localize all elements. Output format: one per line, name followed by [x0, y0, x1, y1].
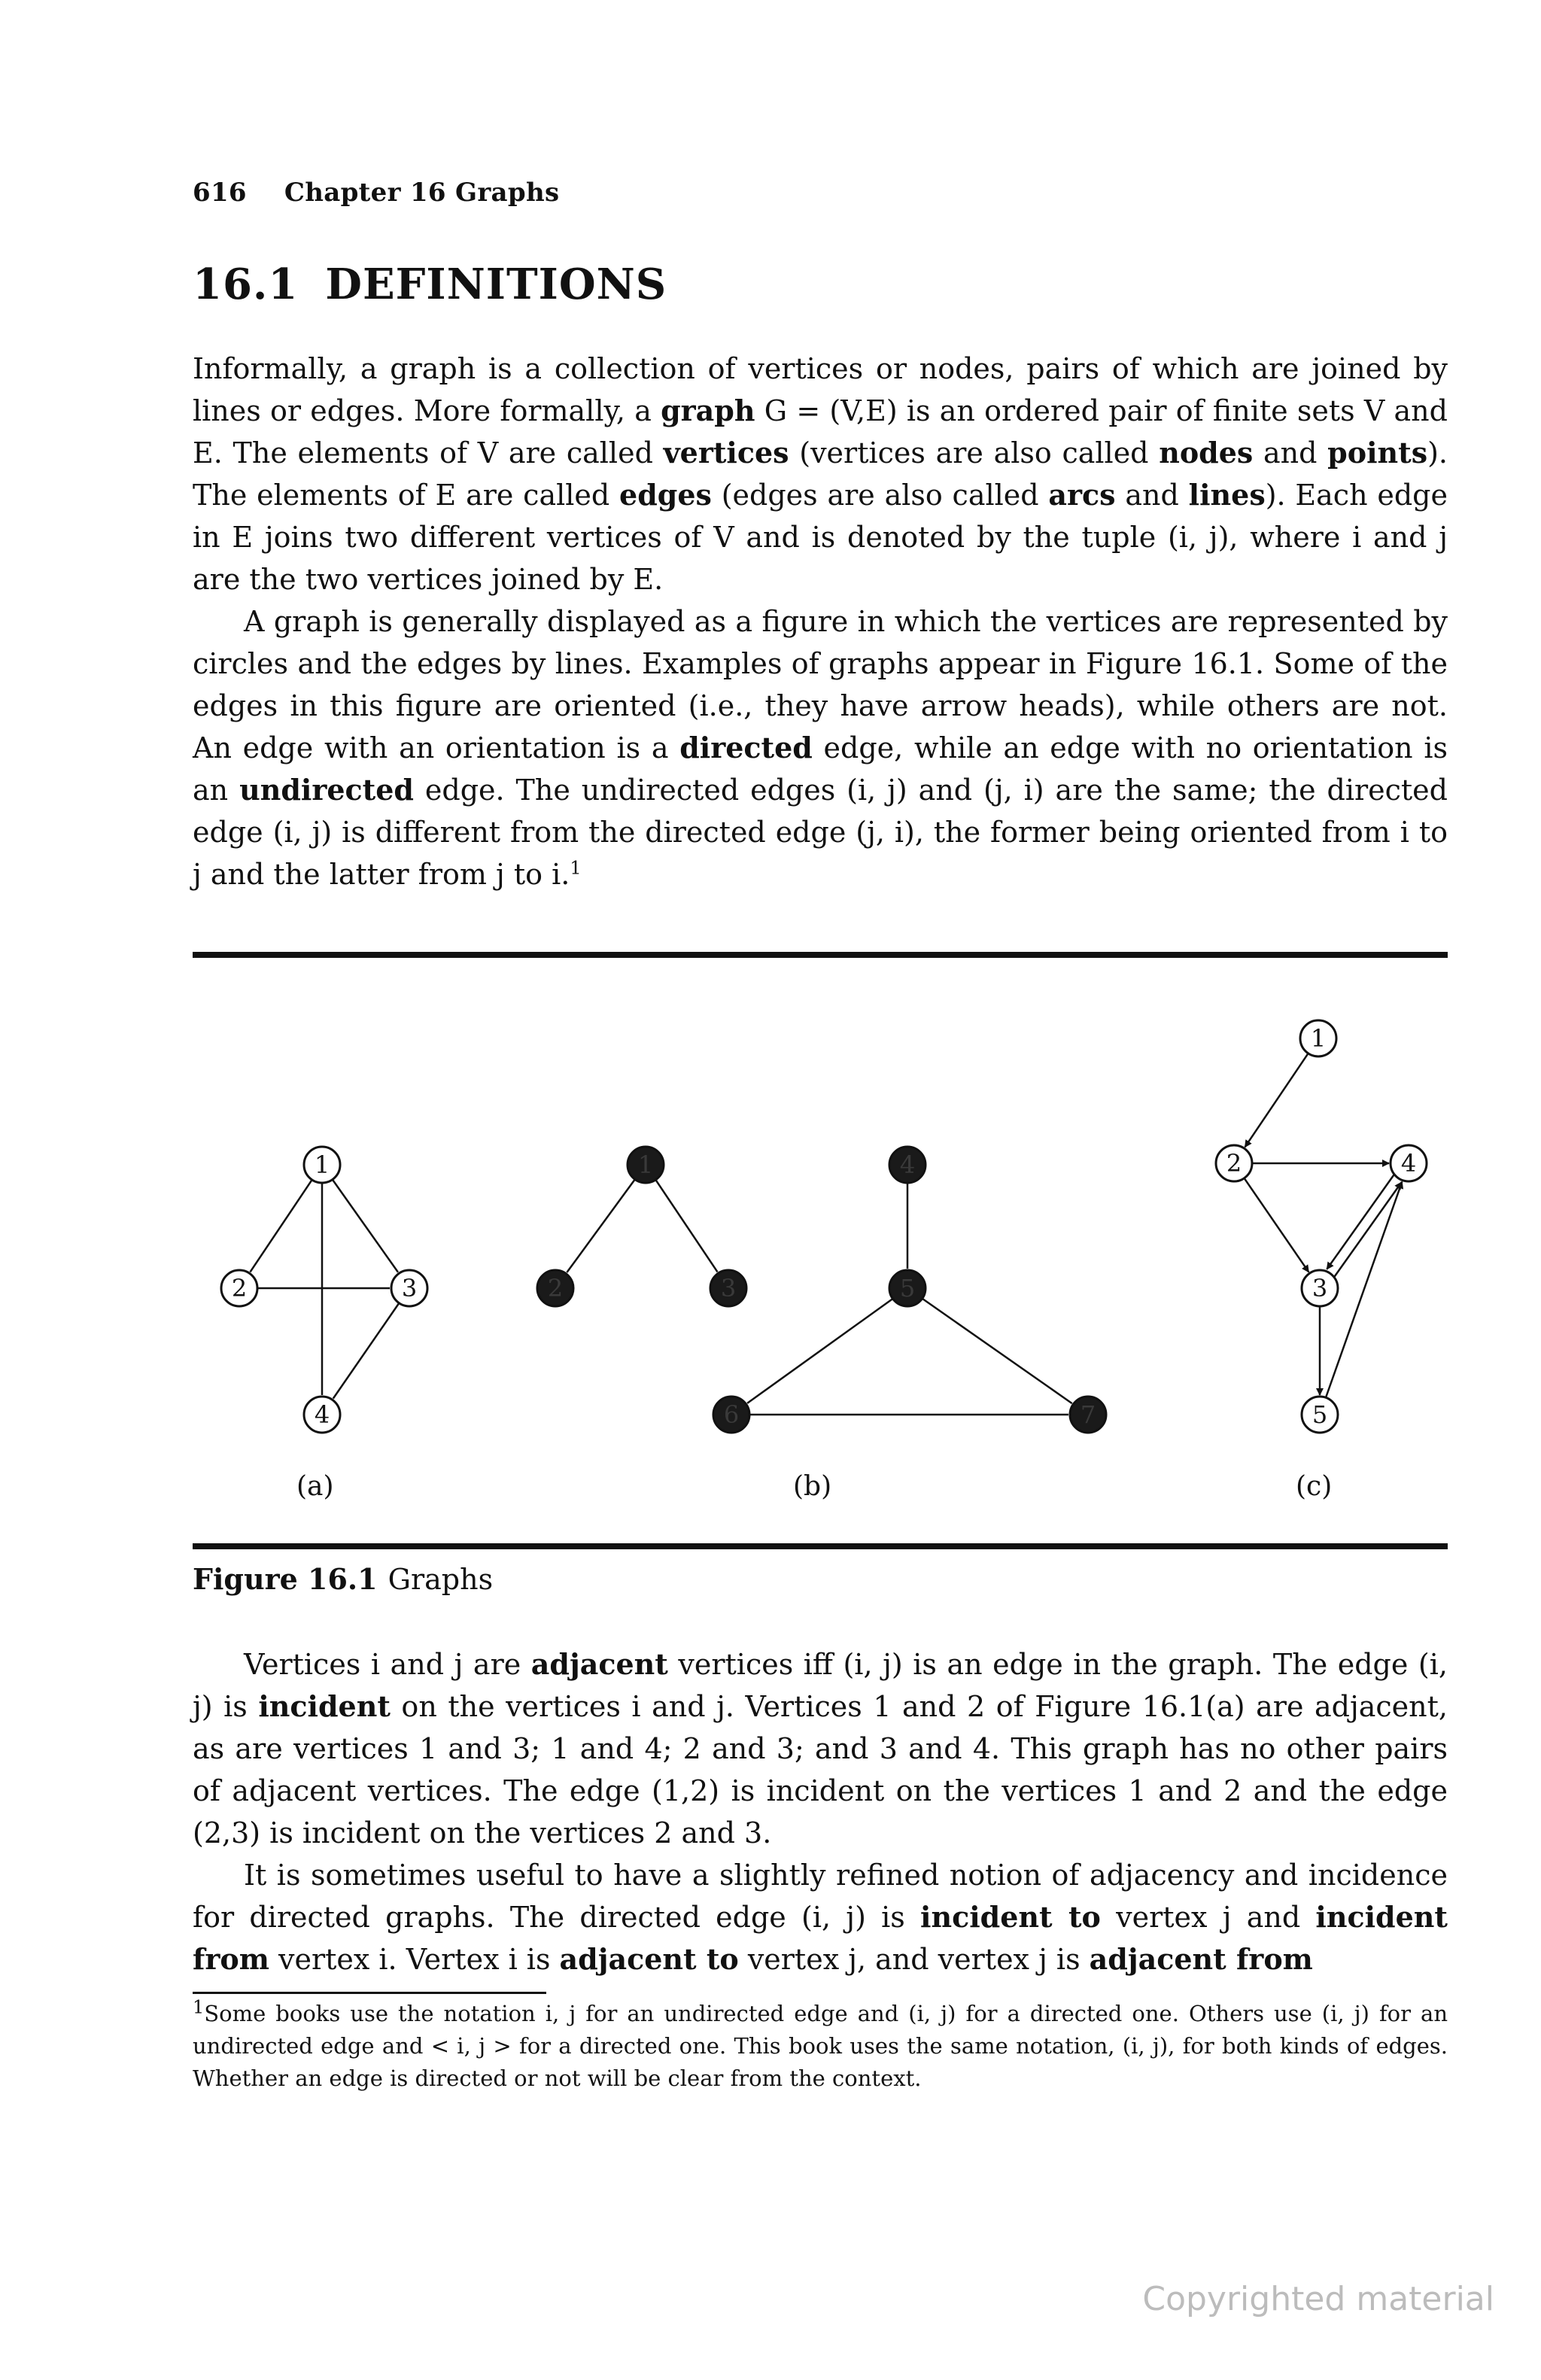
chapter-title: Chapter 16 Graphs [284, 178, 560, 208]
edge-1-3 [655, 1180, 717, 1272]
vertex-label-2: 2 [231, 1274, 248, 1302]
vertex-label-3: 3 [720, 1274, 737, 1302]
footnote-ref: 1 [570, 857, 582, 879]
footnote-text: Some books use the notation i, j for an undirected edge and (i, j) for a directed one. Others use (i, j) for an undirected edge and < i, j > for a directed one. This book uses the same notation, (i, j), for both kinds of edges. Whether an edge is directed or not will be clear from the context. [193, 2001, 1448, 2091]
vertex-label-6: 6 [723, 1400, 740, 1429]
intro-paragraph-2: A graph is generally displayed as a figure in which the vertices are represented by circles and the edges by lines. Examples of graphs appear in Figure 16.1. Some of the edges in this figure are oriented (i.e., they have arrow heads), while others are not. An edge with an orientation is a directed edge, while an edge with no orientation is an undirected edge. The undirected edges (i, j) and (j, i) are the same; the directed edge (i, j) is different from the directed edge (j, i), the former being oriented from i to j and the latter from j to i.$^1$ [193, 605, 1448, 891]
term-adjacent-to: adjacent to [559, 1942, 739, 1976]
body-text [193, 1643, 1448, 1980]
graph-a [221, 1147, 427, 1433]
caption-label: Figure 16.1 [193, 1562, 378, 1596]
vertex-label-3: 3 [401, 1274, 418, 1302]
page-number: 616 [193, 178, 247, 208]
edge-5-7 [922, 1299, 1072, 1403]
vertex-label-3: 3 [1312, 1274, 1328, 1302]
edge-1-2 [1245, 1053, 1308, 1147]
footnote-marker: 1 [193, 1996, 205, 2018]
edge-1-2 [250, 1180, 312, 1272]
graph-b [537, 1147, 1106, 1433]
copyright-watermark: Copyrighted material [1142, 2280, 1494, 2318]
term-directed: directed [679, 731, 813, 764]
vertex-label-4: 4 [899, 1150, 916, 1179]
vertex-label-2: 2 [1226, 1149, 1242, 1178]
body-paragraph-2: It is sometimes useful to have a slightly refined notion of adjacency and incidence for directed graphs. The directed edge (i, j) is incident to vertex j and incident from vertex i. Vertex i is adjacent to vertex j, and vertex j is adjacent from [193, 1859, 1448, 1976]
vertex-label-7: 7 [1080, 1400, 1096, 1429]
edge-3-4 [1335, 1182, 1402, 1276]
term-edges: edges [619, 478, 712, 512]
vertex-label-1: 1 [1310, 1024, 1327, 1053]
footnote-rule [193, 1992, 546, 1994]
vertex-label-1: 1 [314, 1150, 330, 1179]
term-nodes: nodes [1159, 436, 1254, 470]
panel-label-c: (c) [1296, 1471, 1333, 1502]
term-vertices: vertices [663, 436, 789, 470]
term-undirected: undirected [239, 773, 414, 807]
edge-2-3 [1245, 1178, 1309, 1272]
edge-3-4 [333, 1303, 400, 1399]
term-points: points [1327, 436, 1428, 470]
edge-5-6 [747, 1299, 892, 1403]
figure-bottom-rule [193, 1543, 1448, 1549]
panel-label-a: (a) [296, 1471, 334, 1502]
term-graph: graph [661, 394, 755, 427]
vertex-label-2: 2 [547, 1274, 564, 1302]
vertex-label-5: 5 [1312, 1400, 1328, 1429]
section-number: 16.1 [193, 260, 299, 309]
caption-text: Graphs [388, 1563, 494, 1596]
term-incident-from: incident from [193, 1900, 1448, 1976]
term-incident: incident [258, 1689, 391, 1723]
term-arcs: arcs [1048, 478, 1116, 512]
graph-c [1216, 1020, 1427, 1433]
figure-caption [193, 1562, 493, 1596]
vertex-label-4: 4 [314, 1400, 330, 1429]
vertex-label-4: 4 [1400, 1149, 1417, 1178]
body-paragraph-1: Vertices i and j are adjacent vertices iff (i, j) is an edge in the graph. The edge (i, j) is incident on the vertices i and j. Vertices 1 and 2 of Figure 16.1(a) are adjacent, as are vertices 1 and 3; 1 and 4; 2 and 3; and 3 and 4. This graph has no other pairs of adjacent vertices. The edge (1,2) is incident on the vertices 1 and 2 and the edge (2,3) is incident on the vertices 2 and 3. [193, 1647, 1448, 1850]
panel-label-b: (b) [793, 1471, 832, 1502]
intro-paragraph-1: Informally, a graph is a collection of vertices or nodes, pairs of which are joined by lines or edges. More formally, a graph G = (V,E) is an ordered pair of finite sets V and E. The elements of V are called vertices (vertices are also called nodes and points). The elements of E are called edges (edges are also called arcs and lines). Each edge in E joins two different vertices of V and is denoted by the tuple (i, j), where i and j are the two vertices joined by E. [193, 352, 1448, 596]
vertex-label-5: 5 [899, 1274, 916, 1302]
footnote [193, 1998, 1448, 2095]
edge-1-2 [567, 1179, 634, 1272]
term-incident-to: incident to [920, 1900, 1101, 1934]
edge-4-3 [1327, 1175, 1394, 1269]
vertex-label-1: 1 [637, 1150, 654, 1179]
edge-1-3 [333, 1180, 398, 1272]
term-lines: lines [1188, 478, 1266, 512]
term-adjacent: adjacent [530, 1647, 668, 1681]
term-adjacent-from: adjacent from [1089, 1942, 1313, 1976]
section-title: DEFINITIONS [325, 260, 667, 309]
